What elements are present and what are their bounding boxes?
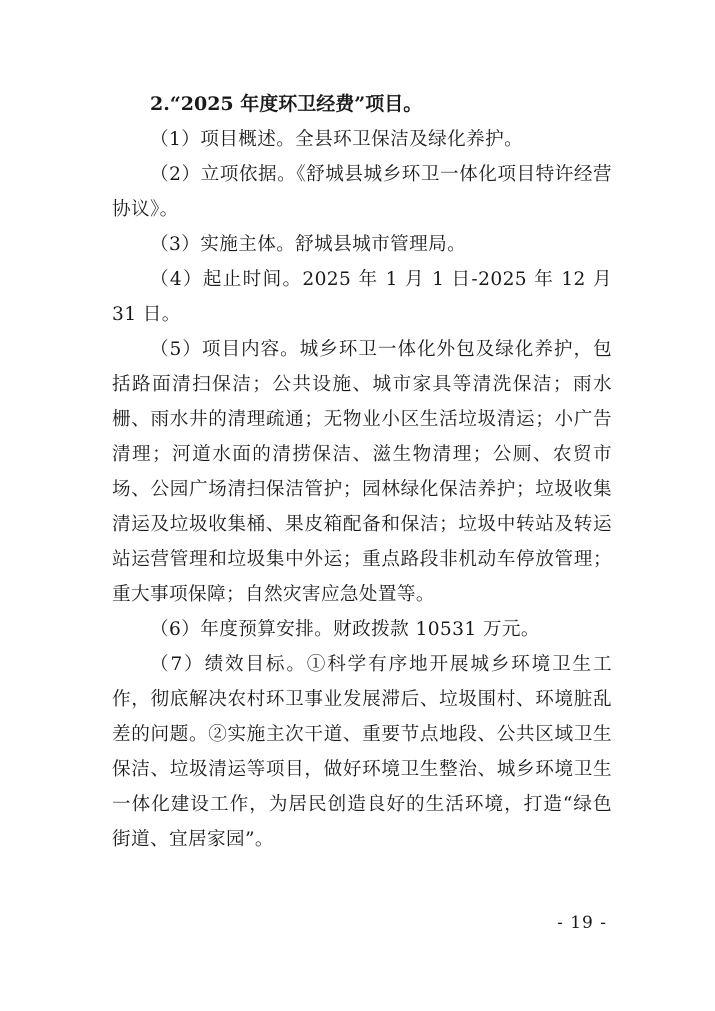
section-heading: 2.“2025 年度环卫经费”项目。	[150, 93, 423, 115]
paragraph-budget: （6）年度预算安排。财政拨款 10531 万元。	[150, 619, 540, 640]
paragraph-basis: （2）立项依据。《舒城县城乡环卫一体化项目特许经营协议》。	[112, 164, 612, 220]
page-number: - 19 -	[557, 913, 607, 933]
paragraph-implementer: （3）实施主体。舒城县城市管理局。	[150, 234, 467, 255]
document-body	[112, 86, 612, 857]
paragraph-content: （5）项目内容。城乡环卫一体化外包及绿化养护，包括路面清扫保洁；公共设施、城市家具等清洗保洁；雨水栅、雨水井的清理疏通；无物业小区生活垃圾清运；小广告清理；河道水面的清捞保洁、滋生物清理；公厕、农贸市场、公园广场清扫保洁管护；园林绿化保洁养护；垃圾收集清运及垃圾收集桶、果皮箱配备和保洁；垃圾中转站及转运站运营管理和垃圾集中外运；重点路段非机动车停放管理；重大事项保障；自然灾害应急处置等。	[112, 339, 612, 605]
paragraph-overview: （1）项目概述。全县环卫保洁及绿化养护。	[150, 129, 524, 150]
paragraph-period: （4）起止时间。2025 年 1 月 1 日-2025 年 12 月 31 日。	[112, 269, 612, 325]
paragraph-goals: （7）绩效目标。①科学有序地开展城乡环境卫生工作，彻底解决农村环卫事业发展滞后、垃圾围村、环境脏乱差的问题。②实施主次干道、重要节点地段、公共区域卫生保洁、垃圾清运等项目，做好环境卫生整治、城乡环境卫生一体化建设工作，为居民创造良好的生活环境，打造“绿色街道、宜居家园”。	[112, 654, 612, 850]
